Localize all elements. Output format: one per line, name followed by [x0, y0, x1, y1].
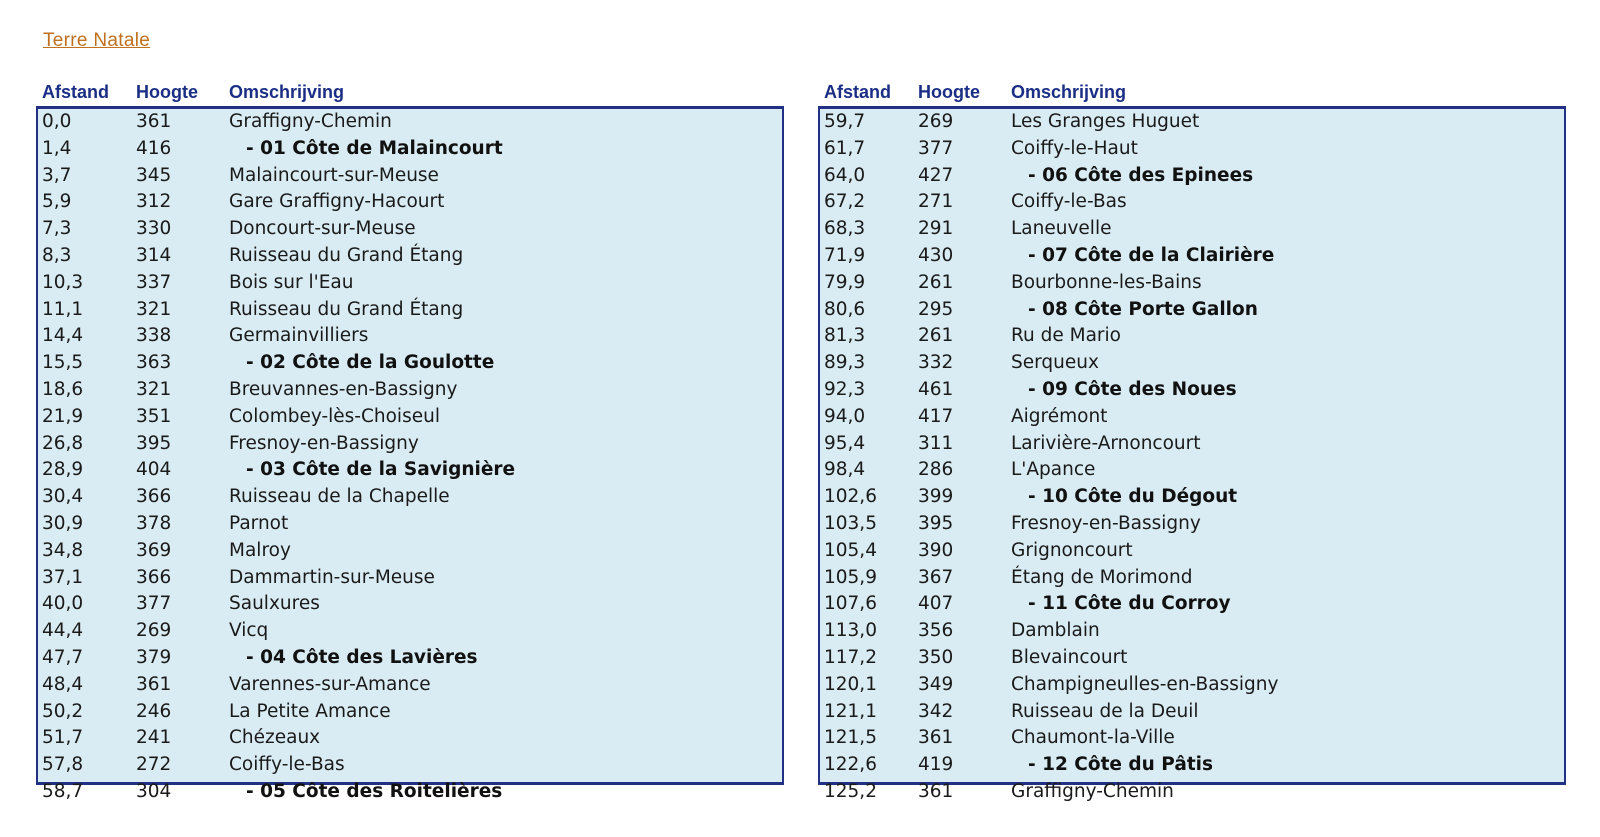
row-distance: 48,4	[42, 673, 84, 695]
table-row	[820, 323, 1564, 350]
table-row	[38, 699, 782, 726]
row-height: 241	[136, 727, 172, 749]
row-description: Ruisseau du Grand Étang	[229, 244, 464, 266]
row-distance: 121,1	[824, 700, 877, 722]
row-description: Breuvannes-en-Bassigny	[229, 378, 458, 400]
row-height: 379	[136, 646, 172, 668]
row-description: Aigrémont	[1011, 405, 1108, 427]
row-description: - 03 Côte de la Savignière	[246, 459, 516, 481]
table-row-climb	[820, 752, 1564, 779]
row-distance: 94,0	[824, 405, 866, 427]
row-distance: 14,4	[42, 325, 84, 347]
row-description: Coiffy-le-Bas	[1011, 191, 1127, 213]
row-height: 399	[918, 486, 954, 508]
row-distance: 98,4	[824, 459, 866, 481]
row-height: 330	[136, 218, 172, 240]
row-distance: 120,1	[824, 673, 877, 695]
header-distance: Afstand	[42, 82, 109, 102]
row-height: 427	[918, 164, 954, 186]
row-description: Colombey-lès-Choiseul	[229, 405, 440, 427]
row-description: Dammartin-sur-Meuse	[229, 566, 435, 588]
row-distance: 37,1	[42, 566, 84, 588]
row-distance: 105,9	[824, 566, 877, 588]
table-row	[38, 163, 782, 190]
table-row-climb	[38, 645, 782, 672]
table-header	[818, 82, 1566, 106]
row-height: 272	[136, 754, 172, 776]
row-distance: 47,7	[42, 646, 84, 668]
table-row	[38, 297, 782, 324]
row-height: 314	[136, 244, 172, 266]
row-distance: 89,3	[824, 352, 866, 374]
row-description: - 06 Côte des Epinees	[1028, 164, 1254, 186]
row-description: Graffigny-Chemin	[229, 111, 392, 132]
row-description: - 05 Côte des Roitelières	[246, 780, 503, 802]
row-height: 430	[918, 244, 954, 266]
row-description: - 01 Côte de Malaincourt	[246, 137, 503, 159]
row-description: Coiffy-le-Bas	[229, 754, 345, 776]
table-row	[820, 645, 1564, 672]
row-description: Germainvilliers	[229, 325, 369, 347]
row-height: 271	[918, 191, 954, 213]
table-row	[820, 725, 1564, 752]
row-description: Doncourt-sur-Meuse	[229, 218, 416, 240]
row-description: - 08 Côte Porte Gallon	[1028, 298, 1258, 320]
row-description: - 07 Côte de la Clairière	[1028, 244, 1275, 266]
table-row	[38, 538, 782, 565]
row-distance: 58,7	[42, 780, 84, 802]
row-description: L'Apance	[1011, 459, 1096, 481]
table-row	[820, 431, 1564, 458]
table-row-climb	[820, 243, 1564, 270]
table-row	[820, 404, 1564, 431]
row-distance: 125,2	[824, 780, 877, 802]
table-row-climb	[820, 484, 1564, 511]
row-distance: 11,1	[42, 298, 84, 320]
row-description: Chaumont-la-Ville	[1011, 727, 1175, 749]
table-row	[38, 377, 782, 404]
row-distance: 113,0	[824, 620, 877, 642]
row-height: 366	[136, 486, 172, 508]
header-distance: Afstand	[824, 82, 891, 102]
table-row-climb	[820, 297, 1564, 324]
row-description: Vicq	[229, 620, 269, 642]
row-description: - 04 Côte des Lavières	[246, 646, 478, 668]
row-height: 377	[136, 593, 172, 615]
row-height: 311	[918, 432, 954, 454]
row-height: 377	[918, 137, 954, 159]
row-distance: 80,6	[824, 298, 866, 320]
row-height: 261	[918, 325, 954, 347]
row-distance: 51,7	[42, 727, 84, 749]
row-height: 419	[918, 754, 954, 776]
row-description: Coiffy-le-Haut	[1011, 137, 1138, 159]
row-description: Saulxures	[229, 593, 320, 615]
table-row	[820, 189, 1564, 216]
row-distance: 79,9	[824, 271, 866, 293]
table-row	[820, 109, 1564, 136]
row-distance: 67,2	[824, 191, 866, 213]
table-row	[820, 699, 1564, 726]
row-description: - 10 Côte du Dégout	[1028, 486, 1238, 508]
row-description: La Petite Amance	[229, 700, 391, 722]
page-title: Terre Natale	[43, 30, 151, 51]
row-height: 286	[918, 459, 954, 481]
table-row-climb	[820, 163, 1564, 190]
row-description: Bourbonne-les-Bains	[1011, 271, 1202, 293]
row-description: - 09 Côte des Noues	[1028, 378, 1237, 400]
row-distance: 81,3	[824, 325, 866, 347]
row-distance: 117,2	[824, 646, 877, 668]
table-row	[820, 779, 1564, 806]
row-height: 291	[918, 218, 954, 240]
row-distance: 103,5	[824, 512, 877, 534]
row-height: 361	[136, 111, 172, 132]
row-height: 395	[136, 432, 172, 454]
row-height: 312	[136, 191, 172, 213]
row-description: Malroy	[229, 539, 291, 561]
row-description: Malaincourt-sur-Meuse	[229, 164, 439, 186]
row-distance: 15,5	[42, 352, 84, 374]
row-height: 361	[918, 780, 954, 802]
table-header	[36, 82, 784, 106]
row-height: 269	[918, 111, 954, 132]
row-distance: 95,4	[824, 432, 866, 454]
row-description: Ru de Mario	[1011, 325, 1121, 347]
row-height: 407	[918, 593, 954, 615]
route-table-right	[818, 82, 1566, 802]
header-height: Hoogte	[136, 82, 198, 102]
table-row	[38, 725, 782, 752]
row-distance: 3,7	[42, 164, 72, 186]
table-row	[820, 565, 1564, 592]
row-description: Laneuvelle	[1011, 218, 1112, 240]
table-row	[38, 484, 782, 511]
row-distance: 121,5	[824, 727, 877, 749]
row-description: Gare Graffigny-Hacourt	[229, 191, 445, 213]
row-description: Ruisseau de la Deuil	[1011, 700, 1199, 722]
row-description: Les Granges Huguet	[1011, 111, 1200, 132]
row-height: 363	[136, 352, 172, 374]
table-row	[820, 270, 1564, 297]
row-height: 269	[136, 620, 172, 642]
row-distance: 59,7	[824, 111, 866, 132]
row-distance: 21,9	[42, 405, 84, 427]
table-row	[38, 618, 782, 645]
row-height: 378	[136, 512, 172, 534]
row-height: 321	[136, 298, 172, 320]
table-row-climb	[38, 779, 782, 806]
header-description: Omschrijving	[1011, 82, 1127, 102]
row-height: 349	[918, 673, 954, 695]
row-description: Serqueux	[1011, 352, 1099, 374]
row-distance: 40,0	[42, 593, 84, 615]
row-height: 342	[918, 700, 954, 722]
table-row	[820, 350, 1564, 377]
table-row-climb	[820, 377, 1564, 404]
row-description: Étang de Morimond	[1011, 566, 1193, 588]
row-height: 369	[136, 539, 172, 561]
row-distance: 102,6	[824, 486, 877, 508]
row-description: - 02 Côte de la Goulotte	[246, 352, 495, 374]
row-height: 367	[918, 566, 954, 588]
row-description: - 11 Côte du Corroy	[1028, 593, 1231, 615]
table-row	[38, 216, 782, 243]
row-distance: 50,2	[42, 700, 84, 722]
table-row	[820, 618, 1564, 645]
row-distance: 105,4	[824, 539, 877, 561]
row-description: Grignoncourt	[1011, 539, 1133, 561]
table-row	[820, 457, 1564, 484]
row-distance: 34,8	[42, 539, 84, 561]
row-distance: 30,9	[42, 512, 84, 534]
row-height: 304	[136, 780, 172, 802]
row-description: Ruisseau du Grand Étang	[229, 298, 464, 320]
row-height: 351	[136, 405, 172, 427]
table-row	[38, 591, 782, 618]
table-row-climb	[38, 136, 782, 163]
table-row	[820, 136, 1564, 163]
row-distance: 107,6	[824, 593, 877, 615]
row-height: 461	[918, 378, 954, 400]
table-row	[38, 323, 782, 350]
row-height: 332	[918, 352, 954, 374]
row-description: - 12 Côte du Pâtis	[1028, 754, 1214, 776]
table-row	[38, 752, 782, 779]
row-description: Chézeaux	[229, 727, 321, 749]
row-distance: 64,0	[824, 164, 866, 186]
row-height: 417	[918, 405, 954, 427]
table-row	[820, 672, 1564, 699]
row-height: 361	[918, 727, 954, 749]
row-distance: 92,3	[824, 378, 866, 400]
row-description: Fresnoy-en-Bassigny	[229, 432, 419, 454]
row-height: 321	[136, 378, 172, 400]
row-distance: 30,4	[42, 486, 84, 508]
table-row	[38, 672, 782, 699]
row-height: 366	[136, 566, 172, 588]
table-row-climb	[820, 591, 1564, 618]
row-distance: 8,3	[42, 244, 72, 266]
table-row	[820, 511, 1564, 538]
row-height: 356	[918, 620, 954, 642]
row-distance: 68,3	[824, 218, 866, 240]
table-row	[38, 109, 782, 136]
table-row	[38, 431, 782, 458]
row-distance: 1,4	[42, 137, 72, 159]
row-description: Parnot	[229, 512, 289, 534]
row-description: Varennes-sur-Amance	[229, 673, 431, 695]
row-description: Champigneulles-en-Bassigny	[1011, 673, 1279, 695]
table-row	[38, 270, 782, 297]
table-row	[38, 511, 782, 538]
table-row	[38, 565, 782, 592]
row-distance: 18,6	[42, 378, 84, 400]
route-table-left	[36, 82, 784, 802]
row-height: 404	[136, 459, 172, 481]
table-body	[36, 106, 784, 802]
table-row-climb	[38, 350, 782, 377]
row-distance: 7,3	[42, 218, 72, 240]
table-row	[38, 189, 782, 216]
row-description: Larivière-Arnoncourt	[1011, 432, 1201, 454]
row-distance: 122,6	[824, 754, 877, 776]
row-height: 246	[136, 700, 172, 722]
row-height: 261	[918, 271, 954, 293]
row-height: 395	[918, 512, 954, 534]
row-distance: 44,4	[42, 620, 84, 642]
row-description: Graffigny-Chemin	[1011, 780, 1174, 802]
row-description: Damblain	[1011, 620, 1100, 642]
row-height: 338	[136, 325, 172, 347]
row-distance: 28,9	[42, 459, 84, 481]
row-height: 337	[136, 271, 172, 293]
row-description: Ruisseau de la Chapelle	[229, 486, 450, 508]
table-row	[820, 216, 1564, 243]
row-description: Blevaincourt	[1011, 646, 1128, 668]
row-distance: 71,9	[824, 244, 866, 266]
header-height: Hoogte	[918, 82, 980, 102]
table-row	[38, 404, 782, 431]
row-height: 295	[918, 298, 954, 320]
row-height: 390	[918, 539, 954, 561]
row-distance: 57,8	[42, 754, 84, 776]
header-description: Omschrijving	[229, 82, 345, 102]
table-body	[818, 106, 1566, 802]
row-description: Fresnoy-en-Bassigny	[1011, 512, 1201, 534]
row-height: 345	[136, 164, 172, 186]
row-distance: 61,7	[824, 137, 866, 159]
table-row	[820, 538, 1564, 565]
row-distance: 10,3	[42, 271, 84, 293]
table-row	[38, 243, 782, 270]
row-description: Bois sur l'Eau	[229, 271, 354, 293]
row-height: 416	[136, 137, 172, 159]
row-height: 361	[136, 673, 172, 695]
table-row-climb	[38, 457, 782, 484]
row-distance: 5,9	[42, 191, 72, 213]
row-distance: 26,8	[42, 432, 84, 454]
row-height: 350	[918, 646, 954, 668]
row-distance: 0,0	[42, 111, 72, 132]
